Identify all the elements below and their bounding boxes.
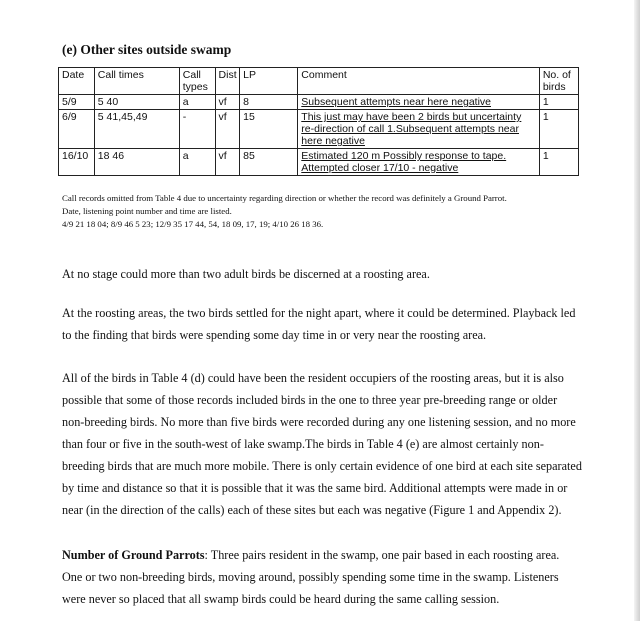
cell-call-times: 5 41,45,49 <box>94 110 179 149</box>
cell-comment: Subsequent attempts near here negative <box>298 95 540 110</box>
table-header-row <box>59 68 579 95</box>
note-line-3: 4/9 21 18 04; 8/9 46 5 23; 12/9 35 17 44, 54, 18 09, 17, 19; 4/10 26 18 36. <box>62 219 324 229</box>
table-row <box>59 95 579 110</box>
paragraph-number-of-parrots <box>62 544 582 610</box>
header-comment: Comment <box>298 68 540 95</box>
cell-date: 6/9 <box>59 110 95 149</box>
other-sites-table <box>58 67 579 176</box>
cell-lp: 15 <box>240 110 298 149</box>
cell-call-times: 5 40 <box>94 95 179 110</box>
cell-lp: 85 <box>240 149 298 176</box>
header-lp: LP <box>240 68 298 95</box>
paragraph-roosting-areas: At the roosting areas, the two birds settled for the night apart, where it could be determined. Playback led to the finding that birds were spending some day time in or very near the roosting area. <box>62 306 576 342</box>
cell-lp: 8 <box>240 95 298 110</box>
table-row <box>59 149 579 176</box>
cell-call-times: 18 46 <box>94 149 179 176</box>
header-date: Date <box>59 68 95 95</box>
header-dist: Dist <box>215 68 240 95</box>
paragraph-table-birds: All of the birds in Table 4 (d) could have been the resident occupiers of the roosting areas, but it is also possible that some of those records included birds in the one to three year pre-breeding range or older non-breeding birds. No more than five birds were recorded during any one listening session, and no more than four or five in the south-west of lake swamp.The birds in Table 4 (e) are almost certainly non-breeding birds that are much more mobile. There is only certain evidence of one bird at each site separated by time and distance so that it is possible that it was the same bird. Additional attempts were made in or near (in the direction of the calls) each of these sites but each was negative (Figure 1 and Appendix 2). <box>62 371 582 517</box>
omitted-records-note <box>62 192 582 231</box>
cell-birds: 1 <box>539 95 578 110</box>
parrot-count-text: : Three pairs resident in the swamp, one pair based in each roosting area. One or two non-breeding birds, moving around, possibly spending some time in the swamp. Listeners were never so placed that all swamp birds could be heard during the same calling session. <box>62 548 560 606</box>
cell-call-types: - <box>179 110 215 149</box>
cell-dist: vf <box>215 149 240 176</box>
cell-date: 5/9 <box>59 95 95 110</box>
cell-birds: 1 <box>539 149 578 176</box>
note-line-2: Date, listening point number and time are listed. <box>62 206 232 216</box>
table-row <box>59 110 579 149</box>
cell-comment: This just may have been 2 birds but uncertainty re-direction of call 1.Subsequent attempts near here negative <box>298 110 540 149</box>
header-call-types: Call types <box>179 68 215 95</box>
note-line-1: Call records omitted from Table 4 due to uncertainty regarding direction or whether the record was definitely a Ground Parrot. <box>62 193 507 203</box>
paragraph-adult-birds: At no stage could more than two adult birds be discerned at a roosting area. <box>62 267 430 281</box>
page-edge-shadow <box>634 0 640 621</box>
cell-birds: 1 <box>539 110 578 149</box>
section-heading: (e) Other sites outside swamp <box>62 42 232 57</box>
cell-dist: vf <box>215 95 240 110</box>
header-birds: No. of birds <box>539 68 578 95</box>
cell-call-types: a <box>179 149 215 176</box>
cell-call-types: a <box>179 95 215 110</box>
cell-dist: vf <box>215 110 240 149</box>
header-call-times: Call times <box>94 68 179 95</box>
cell-comment: Estimated 120 m Possibly response to tape. Attempted closer 17/10 - negative <box>298 149 540 176</box>
parrot-count-lead: Number of Ground Parrots <box>62 548 205 562</box>
cell-date: 16/10 <box>59 149 95 176</box>
